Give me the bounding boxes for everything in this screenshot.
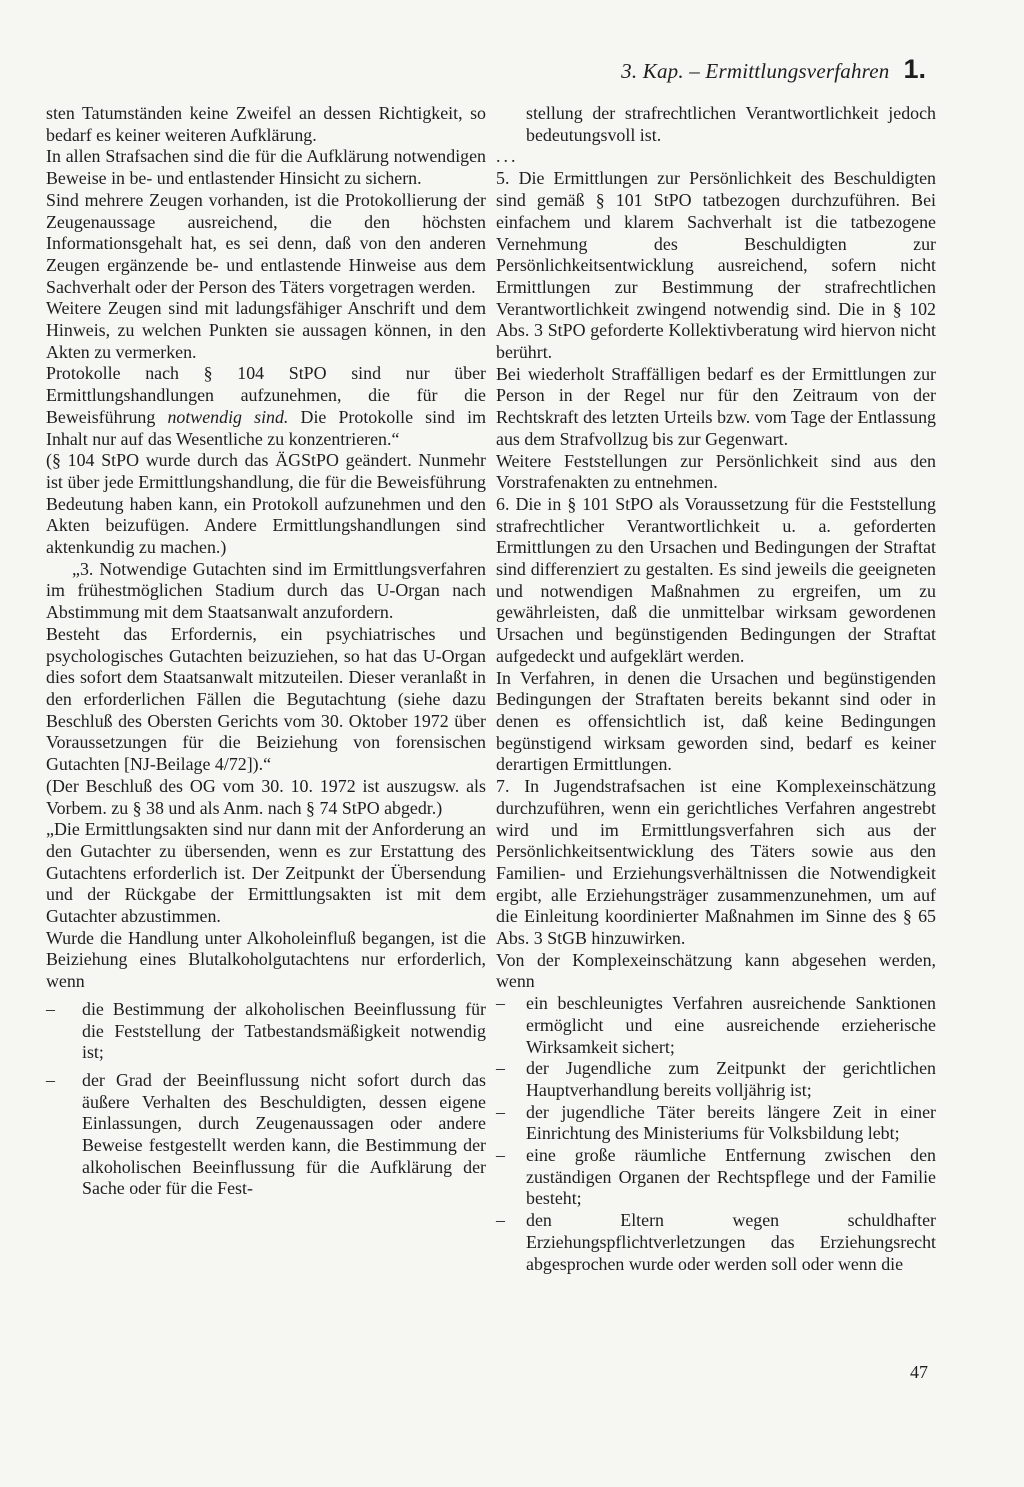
paragraph-protocols [46, 363, 486, 450]
running-title: 3. Kap. – Ermittlungsverfahren [621, 59, 890, 83]
paragraph: „3. Notwendige Gutachten sind im Ermittlungsverfahren im frühestmöglichen Stadium durch das U-Organ nach Abstimmung mit dem Staatsanwalt anzufordern. [46, 558, 486, 623]
dash-marker: – [496, 1101, 505, 1122]
list-item-text: der jugendliche Täter bereits längere Zeit in einer Einrichtung des Ministeriums für Volksbildung lebt; [526, 1101, 936, 1144]
paragraph: stellung der strafrechtlichen Verantwortlichkeit jedoch bedeutungsvoll ist. [526, 103, 936, 145]
paragraph: 5. Die Ermittlungen zur Persönlichkeit des Beschuldigten sind gemäß § 101 StPO tatbezogen durchzuführen. Bei einfachem und klarem Sachverhalt ist die tatbezogene Vernehmung des Beschuldigten zur Persönlichkeitsentwicklung ausreichend, sofern nicht Ermittlungen zur Bestimmung der strafrechtlichen Verantwortlichkeit zwingend notwendig sind. Die in § 102 Abs. 3 StPO geforderte Kollektivberatung wird hiervon nicht berührt. [496, 168, 936, 363]
list-item [46, 1070, 486, 1200]
dash-marker: – [496, 993, 505, 1014]
dash-marker: – [46, 1069, 55, 1090]
dash-marker: – [496, 1145, 505, 1166]
list-item [46, 999, 486, 1064]
running-header [621, 54, 926, 85]
dash-marker: – [496, 1058, 505, 1079]
paragraph: 7. In Jugendstrafsachen ist eine Komplexeinschätzung durchzuführen, wenn ein gerichtliches Verfahren angestrebt wird und im Ermittlungsverfahren sich aus der Persönlichkeitsentwicklung des Täters sowie aus den Familien- und Erziehungsverhältnissen die Notwendigkeit ergibt, alle Erziehungsträger zusammenzunehmen, um auf die Einleitung koordinierter Maßnahmen im Sinne des § 65 Abs. 3 StGB hinzuwirken. [496, 776, 936, 949]
paragraph: Wurde die Handlung unter Alkoholeinfluß begangen, ist die Beiziehung eines Blutalkoholgutachtens nur erforderlich, wenn [46, 927, 486, 992]
paragraph: sten Tatumständen keine Zweifel an dessen Richtigkeit, so bedarf es keiner weiteren Aufklärung. [46, 103, 486, 145]
paragraph: (Der Beschluß des OG vom 30. 10. 1972 ist auszugsw. als Vorbem. zu § 38 und als Anm. nach § 74 StPO abgedr.) [46, 775, 486, 818]
list-item-text: ein beschleunigtes Verfahren ausreichende Sanktionen ermöglicht und eine ausreichende erzieherische Wirksamkeit sichert; [526, 993, 936, 1057]
list-item [496, 1145, 936, 1210]
paragraph: Sind mehrere Zeugen vorhanden, ist die Protokollierung der Zeugenaussage ausreichend, die den höchsten Informationsgehalt hat, es sei denn, daß von den anderen Zeugen ergänzende be- und entlastende Hinweise aus dem Sachverhalt oder der Person des Täters vorgetragen werden. [46, 189, 486, 297]
paragraph: Bei wiederholt Straffälligen bedarf es der Ermittlungen zur Person in der Regel nur für den Zeitraum von der Rechtskraft des letzten Urteils bzw. vom Tage der Entlassung aus dem Strafvollzug bis zur Gegenwart. [496, 363, 936, 449]
text-run: Protokolle nach § 104 StPO sind nur über Ermittlungshandlungen aufzunehmen, die für die Beweisführung [46, 363, 486, 427]
list-item-text: den Eltern wegen schuldhafter Erziehungspflichtverletzungen das Erziehungsrecht abgesprochen wurde oder werden soll oder wenn die [526, 1210, 936, 1274]
paragraph: Von der Komplexeinschätzung kann abgesehen werden, wenn [496, 949, 936, 992]
paragraph: Weitere Zeugen sind mit ladungsfähiger Anschrift und dem Hinweis, zu welchen Punkten sie aussagen können, in den Akten zu vermerken. [46, 298, 486, 362]
chapter-number: 1. [903, 54, 926, 84]
dash-marker: – [46, 998, 55, 1019]
right-column [496, 103, 936, 1275]
text-run: Die Protokolle sind im Inhalt nur auf das Wesentliche zu konzentrieren.“ [46, 406, 486, 449]
ellipsis: ... [496, 146, 519, 167]
list-item [496, 1058, 936, 1101]
list-item [496, 993, 936, 1058]
dash-marker: – [496, 1210, 505, 1231]
list-item [496, 1210, 936, 1275]
left-column [46, 103, 486, 1206]
paragraph: „Die Ermittlungsakten sind nur dann mit der Anforderung an den Gutachter zu übersenden, wenn es zur Erstattung des Gutachtens erforderlich ist. Der Zeitpunkt der Übersendung und der Rückgabe der Ermittlungsakten ist mit dem Gutachter abzustimmen. [46, 819, 486, 927]
paragraph: In allen Strafsachen sind die für die Aufklärung notwendigen Beweise in be- und entlastender Hinsicht zu sichern. [46, 146, 486, 189]
paragraph: 6. Die in § 101 StPO als Voraussetzung für die Feststellung strafrechtlicher Verantwortlichkeit u. a. geforderten Ermittlungen zu den Ursachen und Bedingungen der Straftat sind differenziert zu gestalten. Es sind jeweils die geeigneten und notwendigen Maßnahmen zu ergreifen, um zu gewährleisten, daß die unmittelbar wirksam gewordenen Ursachen und begünstigenden Bedingungen der Straftat aufgedeckt und aufgeklärt werden. [496, 493, 936, 666]
page-number: 47 [910, 1362, 928, 1382]
paragraph: (§ 104 StPO wurde durch das ÄGStPO geändert. Nunmehr ist über jede Ermittlungshandlung, die für die Beweisführung Bedeutung haben kann, ein Protokoll aufzunehmen und den Akten beizufügen. Andere Ermittlungshandlungen sind aktenkundig zu machen.) [46, 450, 486, 558]
list-item-text: der Grad der Beeinflussung nicht sofort durch das äußere Verhalten des Beschuldigten, dessen eigene Einlassungen, durch Zeugenaussagen oder andere Beweise festgestellt werden kann, die Bestimmung der alkoholischen Beeinflussung für die Aufklärung der Sache oder für die Fest- [82, 1069, 486, 1199]
list-item-text: der Jugendliche zum Zeitpunkt der gerichtlichen Hauptverhandlung bereits volljährig ist; [526, 1058, 936, 1100]
list-item-text: eine große räumliche Entfernung zwischen den zuständigen Organen der Rechtspflege und der Familie besteht; [526, 1145, 936, 1209]
paragraph: Besteht das Erfordernis, ein psychiatrisches und psychologisches Gutachten beizuziehen, so hat das U-Organ dies sofort dem Staatsanwalt mitzuteilen. Dieser veranlaßt in den erforderlichen Fällen die Begutachtung (siehe dazu Beschluß des Obersten Gerichts vom 30. Oktober 1972 über Voraussetzungen für die Beiziehung von forensischen Gutachten [NJ-Beilage 4/72]).“ [46, 623, 486, 775]
emphasis-text: notwendig sind. [167, 406, 289, 427]
paragraph: Weitere Feststellungen zur Persönlichkeit sind aus den Vorstrafenakten zu entnehmen. [496, 450, 936, 493]
paragraph: In Verfahren, in denen die Ursachen und begünstigenden Bedingungen der Straftaten bereits bekannt sind oder in denen es offensichtlich ist, daß keine Bedingungen begünstigend wirksam geworden sind, bedarf es keiner derartigen Ermittlungen. [496, 667, 936, 775]
list-item [496, 1102, 936, 1145]
list-item-text: die Bestimmung der alkoholischen Beeinflussung für die Feststellung der Tatbestandsmäßigkeit notwendig ist; [82, 998, 486, 1063]
